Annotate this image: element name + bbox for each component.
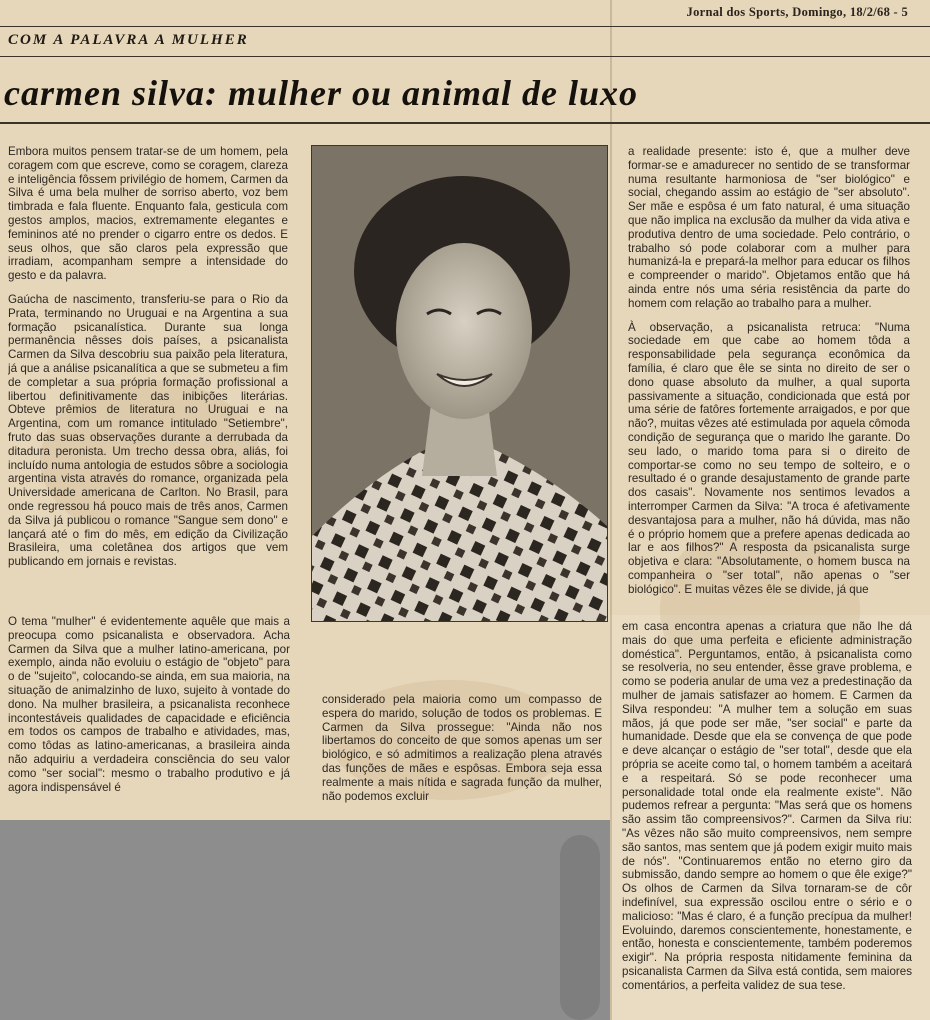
paragraph: a realidade presente: isto é, que a mulher deve formar-se e amadurecer no sentido de se transformar numa resultante harmoniosa de "ser biológico" e social, chegando assim ao estágio de "ser absoluto". Ser mãe e espôsa é um fato natural, é uma situação que não implica na exclusão da mulher da vida ativa e produtiva dentro de uma sociedade. Pelo contrário, o trabalho só pode colaborar com a mulher para humanizá-la e prepará-la melhor para educar os filhos e compreender o marido". Objetamos então que há ainda entre nós uma séria resistência da parte do homem com relação ao trabalho para a mulher.: [628, 145, 910, 310]
paragraph: À observação, a psicanalista retruca: "Numa sociedade em que cabe ao homem tôda a responsabilidade pela segurança econômica da família, é claro que êle se sinta no direito de ser o dono quase absoluto da mulher, a qual suporta passivamente a situação, condicionada que está por uma série de fatôres fortemente arraigados, e por que não?, muitas vêzes até estimulada por aquela cômoda condição de segurança que o marido lhe garante. Do seu lado, o marido toma para si o direito de comportar-se como no seu tempo de solteiro, e o resultado é o grande desajustamento de grande parte dos casais". Novamente nos sentimos levados a interromper Carmen da Silva: "A troca é afetivamente desvantajosa para a mulher, não há dúvida, mas não é o próprio homem que a prefere apenas dedicada ao lar e aos filhos?" A resposta da psicanalista surge objetiva e clara: "Absolutamente, o homem busca na companheira o "ser total", não apenas o "ser biológico". E muitas vêzes êle se divide, já que: [628, 320, 910, 596]
article-column-2: [322, 693, 602, 808]
paper-fold: [610, 0, 612, 1020]
newspaper-dateline: Jornal dos Sports, Domingo, 18/2/68 - 5: [686, 5, 908, 19]
headline: carmen silva: mulher ou animal de luxo: [4, 73, 639, 113]
article-column-1-continued: [8, 615, 290, 805]
article-column-3-continued: [622, 620, 912, 1015]
paragraph: Gaúcha de nascimento, transferiu-se para o Rio da Prata, terminando no Uruguai e na Argentina a sua formação psicanalística. Durante sua longa permanência nêsses dois países, a psicanalista Carmen da Silva descobriu sua paixão pela literatura, já que a análise psicanalítica a que se submeteu a fim de completar a sua própria formação profissional a libertou definitivamente das inibições literárias. Obteve prêmios de literatura no Uruguai e na Argentina, com um romance intitulado "Setiembre", fruto das suas observações durante a derrubada da ditadura peronista. Um trecho dessa obra, aliás, foi incluído numa antologia de estudos sôbre a sociologia argentina vista através do romance, organizada pela Universidade americana de Carlton. No Brasil, para onde regressou há pouco mais de três anos, Carmen da Silva já publicou o romance "Sangue sem dono" e lançará até o fim do mês, em edição da Civilização Brasileira, uma coletânea dos artigos que vem publicando em jornais e revistas.: [8, 292, 288, 569]
article-column-1: [8, 145, 288, 605]
section-label: COM A PALAVRA A MULHER: [8, 32, 249, 48]
paragraph: considerado pela maioria como um compasso de espera do marido, solução de todos os problemas. E Carmen da Silva prossegue: "Ainda não nos libertamos do conceito de que somos apenas um ser biológico, e só admitimos a realização plena através das funções de mães e espôsas. Embora seja essa realmente a mais nítida e sagrada função da mulher, não podemos excluir: [322, 693, 602, 803]
section-rule: [0, 56, 930, 57]
headline-rule: [0, 122, 930, 124]
paragraph: Embora muitos pensem tratar-se de um homem, pela coragem com que escreve, como se coragem, clareza e inteligência fôssem privilégio de homem, Carmen da Silva é uma bela mulher de sorriso aberto, voz bem timbrada e fala fluente. Enquanto fala, gesticula com gestos amplos, macios, extremamente elegantes e femininos até no prender o cigarro entre os dedos. E seus olhos, que são claros pela expressão que irradiam, acompanham sempre a intensidade do gesto e da palavra.: [8, 145, 288, 283]
paragraph: em casa encontra apenas a criatura que não lhe dá mais do que uma perfeita e eficiente administração doméstica". Perguntamos, então, à psicanalista como se resolveria, no seu entender, êsse grave problema, e como se poderia anular de uma vez a predestinação da mulher de jamais satisfazer ao homem. E Carmen da Silva respondeu: "A mulher tem a solução em suas mãos, já que pode ser mãe, "ser social" e parte da humanidade. Desde que ela se convença de que pode e deve alcançar o estágio de "ser total", desde que ela própria se aceite como tal, o homem também a aceitará e a respeitará. Só se pode reconhecer uma personalidade total onde ela realmente existe". Não pudemos refrear a pergunta: "Mas será que os homens são assim tão compreensivos?". Carmen da Silva riu: "As vêzes não são muito compreensivos, nem sempre são santos, mas sentem que já podem exigir muito mais de nós". "Continuaremos então no eterno giro da submissão, dando sempre ao homem o que êle exige?" Os olhos de Carmen da Silva tornaram-se de côr indefinível, sua expressão oscilou entre o sério e o malicioso: "Mas é claro, é a função precípua da mulher! Evoluindo, daremos conscientemente, honestamente, e então, honesta e conscientemente, também poderemos exigir". Na própria resposta nitidamente feminina da psicanalista Carmen da Silva está contida, sem maiores comentários, a perfeita validez de sua tese.: [622, 620, 912, 992]
portrait-illustration: [312, 146, 607, 621]
fold-shadow: [560, 835, 600, 1020]
article-column-3: [628, 145, 910, 615]
top-rule: [0, 26, 930, 27]
paragraph: O tema "mulher" é evidentemente aquêle que mais a preocupa como psicanalista e observadora. Acha Carmen da Silva que a mulher latino-americana, por exemplo, ainda não evoluiu o estágio de "objeto" para o de "sujeito", colocando-se ainda, em sua maioria, na situação de animalzinho de luxo, sujeito à vontade do dono. Na mulher brasileira, a psicanalista reconhece incontestáveis qualidades de capacidade e eficiência em todos os campos de trabalho e atividades, mas, como tôdas as latino-americanas, a brasileira ainda não adquiriu a verdadeira consciência do seu valor como "ser social": mesmo o trabalho produtivo e já agora indispensável é: [8, 615, 290, 794]
portrait-photo: [311, 145, 608, 622]
